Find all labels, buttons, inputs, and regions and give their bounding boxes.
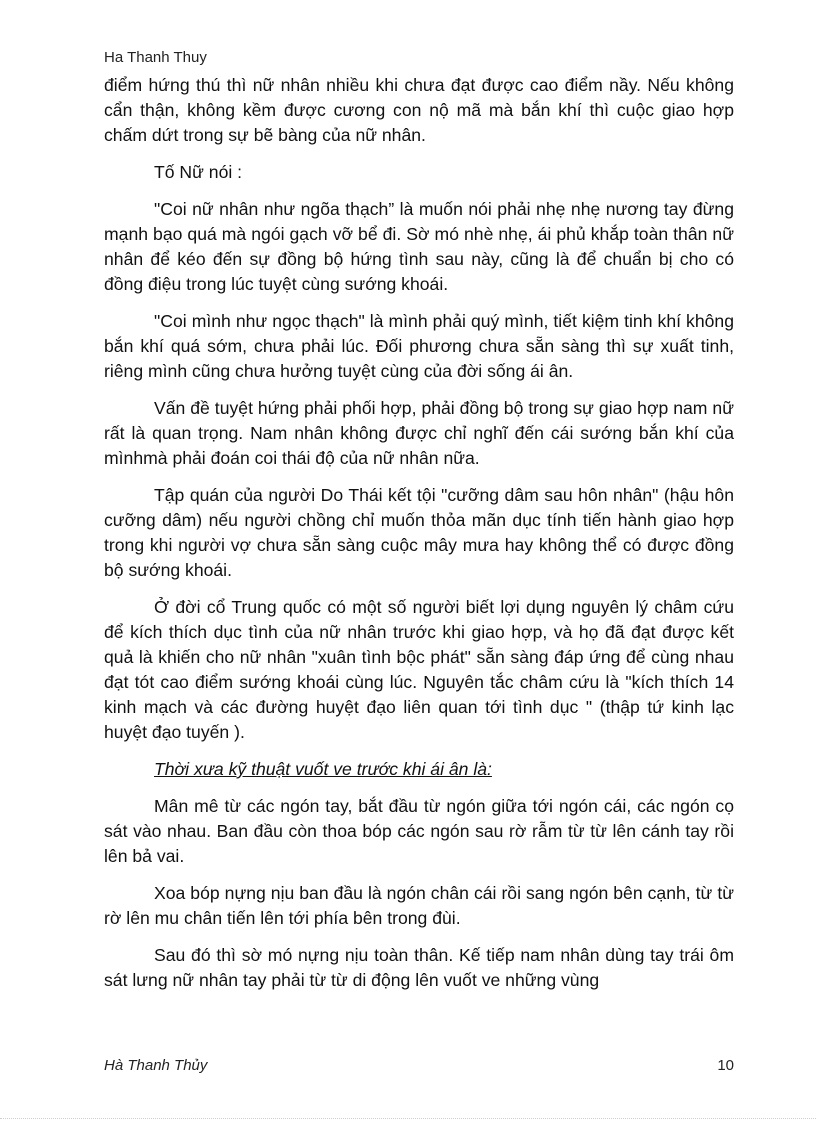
footer-author: Hà Thanh Thủy xyxy=(104,1057,208,1074)
paragraph: Sau đó thì sờ mó nựng nịu toàn thân. Kế tiếp nam nhân dùng tay trái ôm sát lưng nữ nhân tay phải từ từ di động lên vuốt ve những vùng xyxy=(104,945,734,990)
page-edge-divider xyxy=(0,1118,816,1119)
paragraph: Tố Nữ nói : xyxy=(154,162,243,182)
paragraph: Tập quán của người Do Thái kết tội "cưỡng dâm sau hôn nhân" (hậu hôn cưỡng dâm) nếu người chồng chỉ muốn thỏa mãn dục tính tiến hành giao hợp trong khi người vợ chưa sẵn sàng cuộc mây mưa hay không thể có được đồng bộ sướng khoái. xyxy=(104,485,734,580)
section-heading: Thời xưa kỹ thuật vuốt ve trước khi ái ân là: xyxy=(154,759,492,779)
page-footer xyxy=(104,1057,734,1074)
running-header: Ha Thanh Thuy xyxy=(104,49,207,66)
paragraph: "Coi mình như ngọc thạch" là mình phải quý mình, tiết kiệm tinh khí không bắn khí quá sớm, chưa phải lúc. Đối phương chưa sẵn sàng thì sự xuất tinh, riêng mình cũng chưa hưởng tuyệt cùng của đời sống ái ân. xyxy=(104,311,734,381)
paragraph: Mân mê từ các ngón tay, bắt đầu từ ngón giữa tới ngón cái, các ngón cọ sát vào nhau. Ban đầu còn thoa bóp các ngón sau rờ rẫm từ từ lên cánh tay rồi lên bả vai. xyxy=(104,796,734,866)
paragraph: điểm hứng thú thì nữ nhân nhiều khi chưa đạt được cao điểm nầy. Nếu không cẩn thận, không kềm được cương con nộ mã mà bắn khí thì cuộc giao hợp chấm dứt trong sự bẽ bàng của nữ nhân. xyxy=(104,75,734,145)
page-number: 10 xyxy=(717,1057,734,1074)
paragraph: Vấn đề tuyệt hứng phải phối hợp, phải đồng bộ trong sự giao hợp nam nữ rất là quan trọng. Nam nhân không được chỉ nghĩ đến cái sướng bắn khí của mìnhmà phải đoán coi thái độ của nữ nhân nữa. xyxy=(104,398,734,468)
paragraph: "Coi nữ nhân như ngõa thạch” là muốn nói phải nhẹ nhẹ nương tay đừng mạnh bạo quá mà ngói gạch vỡ bể đi. Sờ mó nhè nhẹ, ái phủ khắp toàn thân nữ nhân để kéo đến sự đồng bộ hứng tình sau này, cũng là để chuẩn bị cho có đồng điệu trong lúc tuyệt cùng sướng khoái. xyxy=(104,199,734,294)
paragraph: Ở đời cổ Trung quốc có một số người biết lợi dụng nguyên lý châm cứu để kích thích dục tình của nữ nhân trước khi giao hợp, và họ đã đạt được kết quả là khiến cho nữ nhân "xuân tình bộc phát" sẵn sàng đáp ứng để cùng nhau đạt tót cao điểm sướng khoái cùng lúc. Nguyên tắc châm cứu là "kích thích 14 kinh mạch và các đường huyệt đạo liên quan tới tình dục " (thập tứ kinh lạc huyệt đạo tuyến ). xyxy=(104,597,734,742)
page-body xyxy=(104,73,734,1005)
paragraph: Xoa bóp nựng nịu ban đầu là ngón chân cái rồi sang ngón bên cạnh, từ từ rờ lên mu chân tiến lên tới phía bên trong đùi. xyxy=(104,883,734,928)
